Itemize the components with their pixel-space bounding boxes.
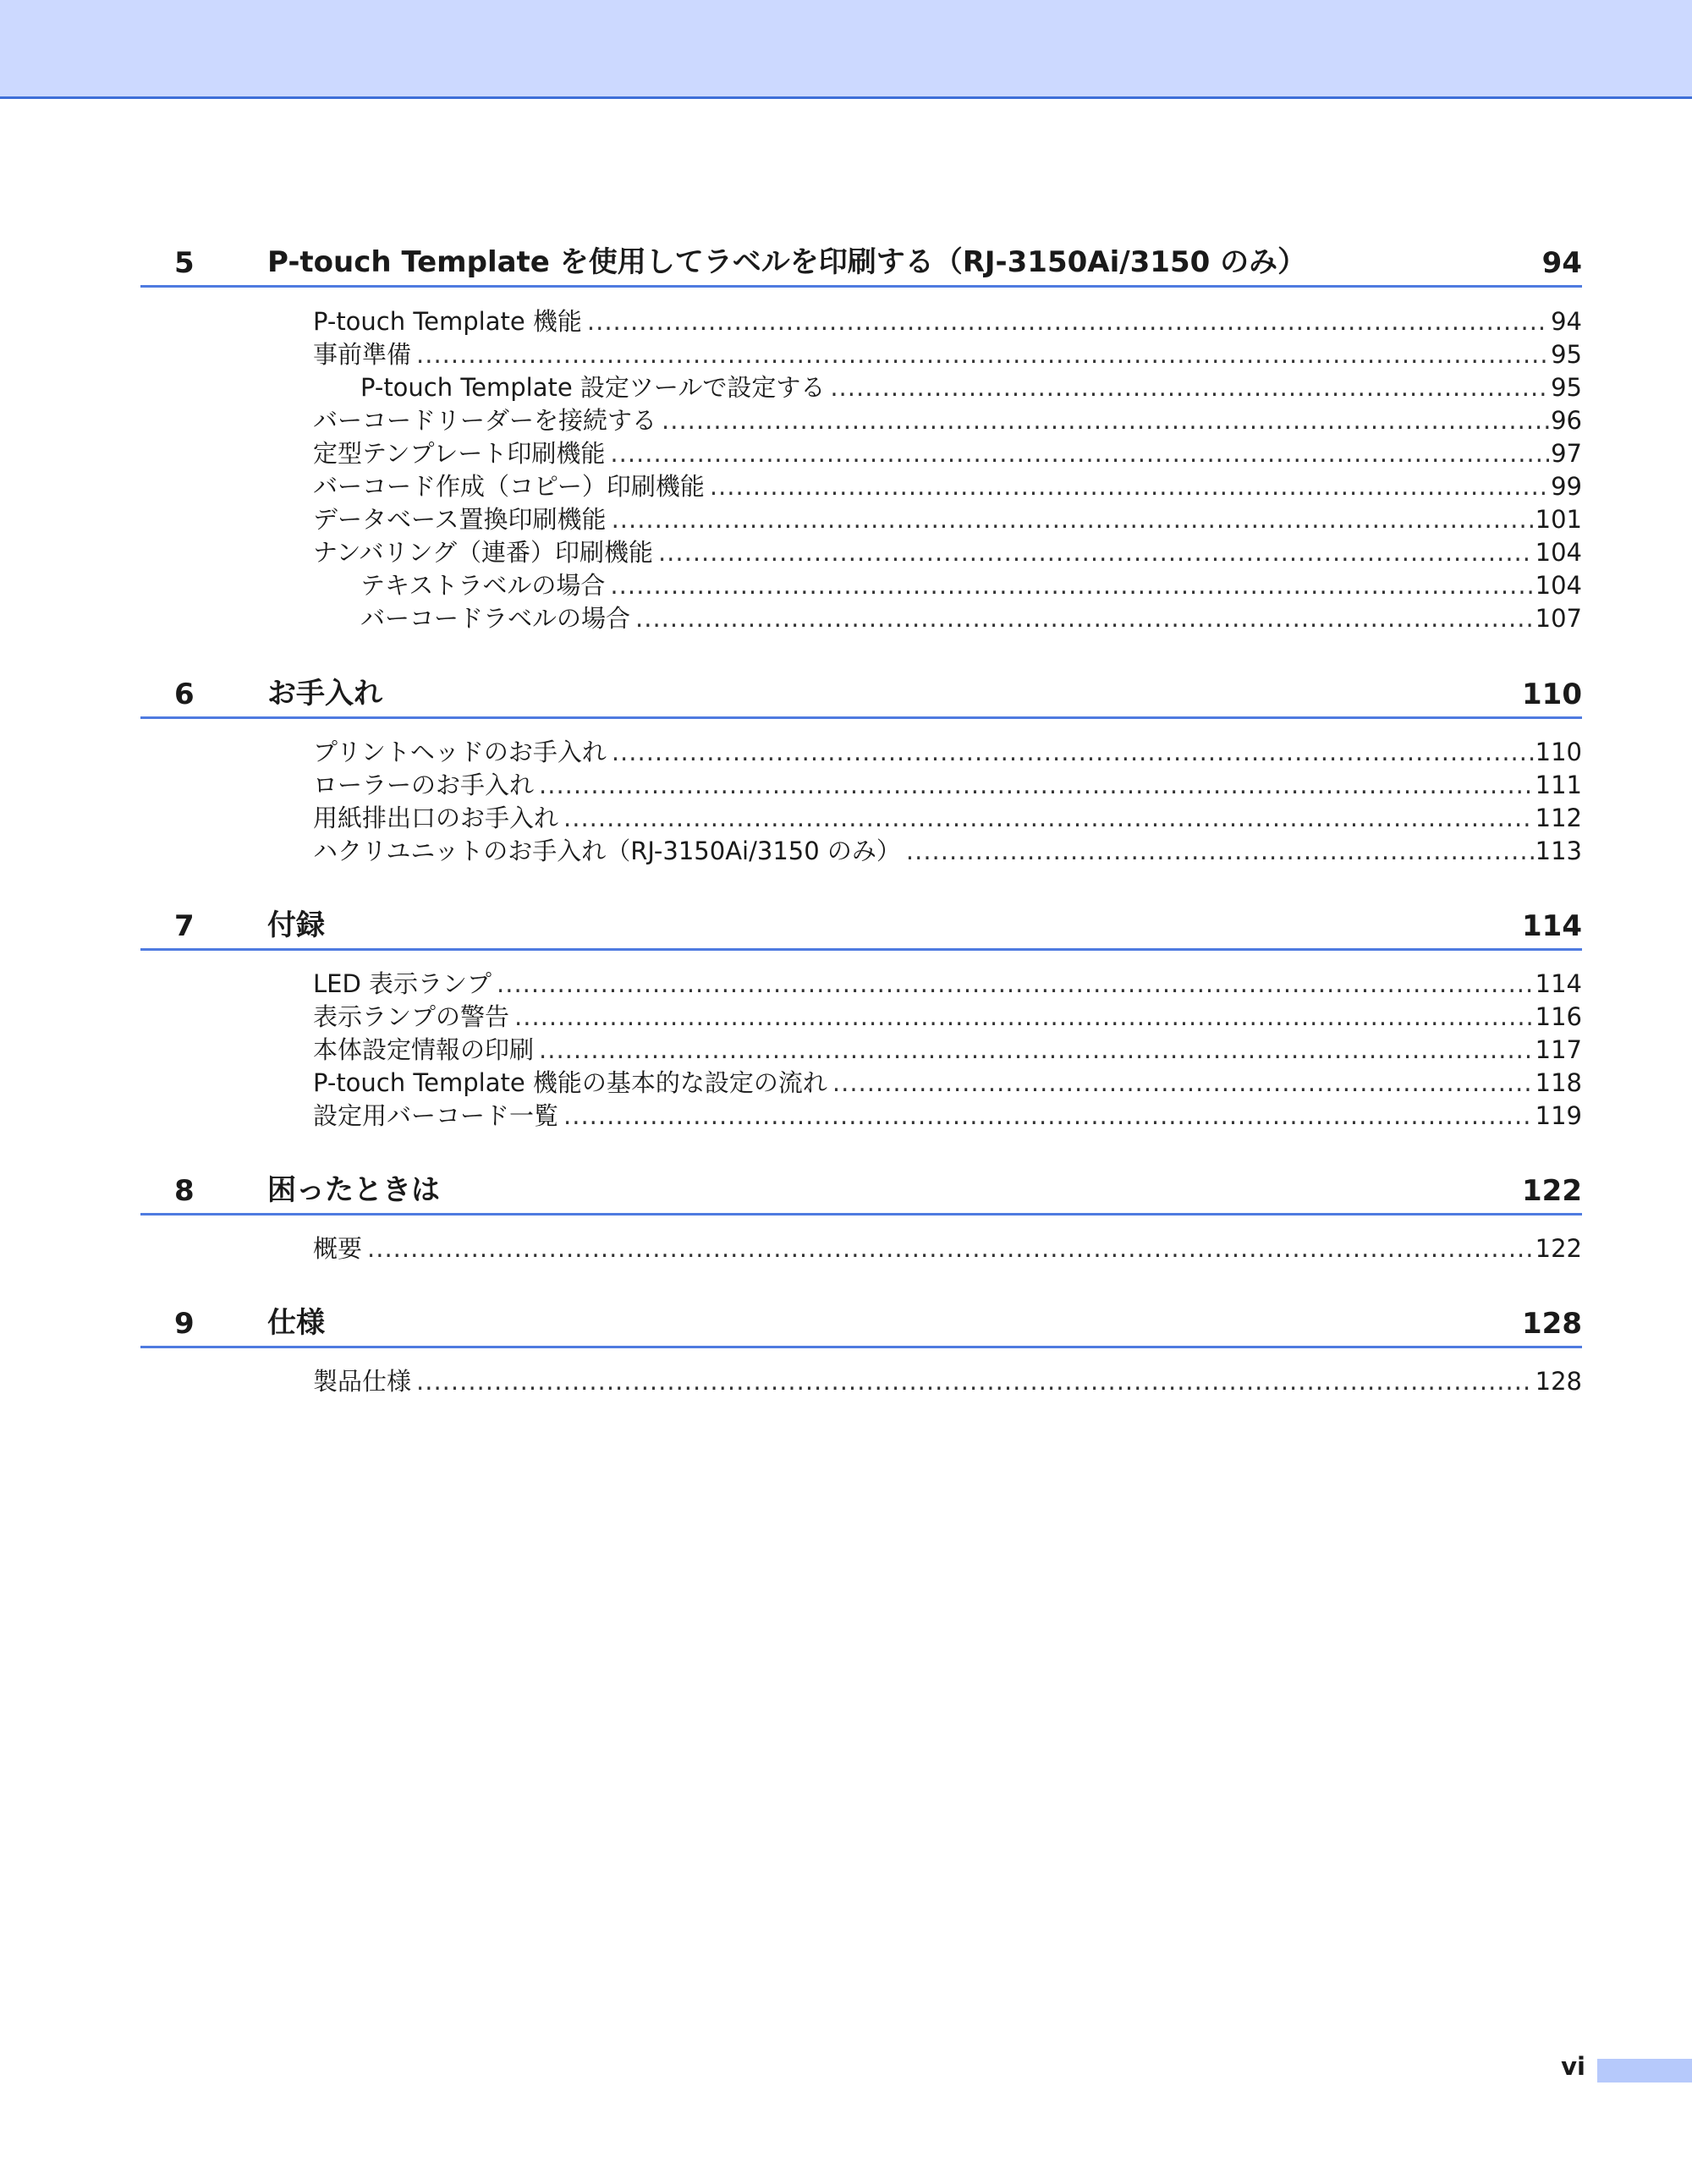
dot-leader: [610, 570, 1533, 601]
toc-entry-page: 118: [1535, 1068, 1582, 1097]
toc-entry-page: 104: [1535, 571, 1582, 600]
dot-leader: [539, 1034, 1534, 1065]
chapter-page-number: 114: [1522, 909, 1582, 943]
chapter-header[interactable]: [140, 668, 1582, 719]
toc-entry-label: ローラーのお手入れ: [313, 771, 535, 799]
toc-entry-page: 128: [1535, 1367, 1582, 1396]
toc-entry-label: ハクリユニットのお手入れ（RJ-3150Ai/3150 のみ）: [313, 837, 901, 865]
dot-leader: [416, 1366, 1534, 1397]
toc-entry[interactable]: [313, 438, 1582, 469]
chapter-page-number: 122: [1522, 1174, 1582, 1208]
toc-entry-label: 用紙排出口のお手入れ: [313, 804, 559, 832]
toc-entry-page: 116: [1535, 1002, 1582, 1031]
toc-entry-page: 117: [1535, 1035, 1582, 1064]
toc-entry[interactable]: [313, 471, 1582, 502]
toc-entry[interactable]: [313, 803, 1582, 833]
chapter-title: 仕様: [267, 1306, 325, 1340]
toc-entry[interactable]: [313, 339, 1582, 370]
dot-leader: [906, 836, 1534, 866]
dot-leader: [710, 471, 1549, 502]
toc-entry[interactable]: [313, 737, 1582, 767]
toc-entry-label: データベース置換印刷機能: [313, 505, 607, 534]
dot-leader: [830, 372, 1549, 403]
chapter-header[interactable]: [140, 1298, 1582, 1348]
dot-leader: [563, 803, 1534, 833]
toc-entry[interactable]: [313, 504, 1582, 535]
toc-entry-page: 112: [1535, 804, 1582, 832]
dot-leader: [514, 1001, 1534, 1032]
toc-entry[interactable]: [313, 1001, 1582, 1032]
chapter-title: 付録: [267, 908, 325, 942]
toc-entry-page: 96: [1551, 406, 1582, 435]
footer-page-number: vi: [1561, 2052, 1585, 2081]
dot-leader: [587, 306, 1549, 337]
dot-leader: [612, 504, 1534, 535]
chapter-number: 8: [174, 1174, 195, 1208]
toc-entry-page: 95: [1551, 373, 1582, 402]
dot-leader: [612, 737, 1534, 767]
toc-entry-label: 本体設定情報の印刷: [313, 1035, 535, 1064]
chapter-title: P-touch Template を使用してラベルを印刷する（RJ-3150Ai/3150 のみ）: [267, 245, 1307, 279]
toc-entry-label: ナンバリング（連番）印刷機能: [313, 538, 653, 567]
dot-leader: [662, 405, 1549, 436]
toc-entry-label: P-touch Template 設定ツールで設定する: [360, 373, 826, 402]
toc-entry-label: 事前準備: [313, 340, 412, 369]
dot-leader: [832, 1067, 1534, 1098]
footer-band: [1597, 2059, 1692, 2082]
chapter-page-number: 110: [1522, 678, 1582, 711]
chapter-page-number: 128: [1522, 1307, 1582, 1341]
toc-entry-label: P-touch Template 機能の基本的な設定の流れ: [313, 1068, 827, 1097]
toc-entry-page: 95: [1551, 340, 1582, 369]
toc-entry-label: LED 表示ランプ: [313, 969, 492, 998]
chapter-header[interactable]: [140, 1165, 1582, 1215]
chapter-header[interactable]: [140, 237, 1582, 288]
toc-entry[interactable]: [313, 1366, 1582, 1397]
toc-entry-page: 107: [1535, 604, 1582, 633]
toc-entry-page: 97: [1551, 439, 1582, 468]
chapter-number: 7: [174, 909, 195, 943]
toc-entry-page: 111: [1535, 771, 1582, 799]
chapter-page-number: 94: [1541, 246, 1582, 280]
toc-entry[interactable]: [313, 405, 1582, 436]
toc-entry[interactable]: [313, 770, 1582, 800]
toc-entry-label: 表示ランプの警告: [313, 1002, 510, 1031]
dot-leader: [658, 537, 1534, 568]
toc-subentry[interactable]: [360, 603, 1582, 634]
chapter-header[interactable]: [140, 900, 1582, 951]
dot-leader: [563, 1100, 1534, 1131]
toc-entry-label: プリントヘッドのお手入れ: [313, 738, 607, 766]
toc-entry-page: 94: [1551, 307, 1582, 336]
dot-leader: [367, 1233, 1534, 1264]
dot-leader: [416, 339, 1549, 370]
toc-entry[interactable]: [313, 1100, 1582, 1131]
chapter-number: 6: [174, 678, 195, 711]
toc-subentry[interactable]: [360, 570, 1582, 601]
toc-entry-page: 113: [1535, 837, 1582, 865]
toc-entry-page: 114: [1535, 969, 1582, 998]
dot-leader: [539, 770, 1534, 800]
toc-entry[interactable]: [313, 537, 1582, 568]
toc-subentry[interactable]: [360, 372, 1582, 403]
toc-entry-page: 104: [1535, 538, 1582, 567]
toc-entry-label: 設定用バーコード一覧: [313, 1101, 559, 1130]
dot-leader: [610, 438, 1549, 469]
toc-entry[interactable]: [313, 1233, 1582, 1264]
toc-entry-label: P-touch Template 機能: [313, 307, 582, 336]
dot-leader: [497, 969, 1534, 999]
toc-entry-label: バーコード作成（コピー）印刷機能: [313, 472, 705, 501]
chapter-number: 5: [174, 246, 195, 280]
toc-entry[interactable]: [313, 1034, 1582, 1065]
toc-entry-label: 製品仕様: [313, 1367, 412, 1396]
toc-entry-page: 99: [1551, 472, 1582, 501]
toc-entry[interactable]: [313, 306, 1582, 337]
toc-entry-label: 定型テンプレート印刷機能: [313, 439, 606, 468]
toc-entry[interactable]: [313, 836, 1582, 866]
toc-entry-label: 概要: [313, 1234, 363, 1263]
toc-entry-label: バーコードリーダーを接続する: [313, 406, 657, 435]
chapter-title: お手入れ: [267, 677, 382, 711]
toc-entry-page: 110: [1535, 738, 1582, 766]
toc-entry-label: バーコードラベルの場合: [360, 604, 631, 633]
toc-entry-page: 101: [1535, 505, 1582, 534]
chapter-number: 9: [174, 1307, 195, 1341]
toc-entry-label: テキストラベルの場合: [360, 571, 606, 600]
chapter-title: 困ったときは: [267, 1173, 440, 1207]
dot-leader: [635, 603, 1534, 634]
toc-entry-page: 122: [1535, 1234, 1582, 1263]
toc-entry-page: 119: [1535, 1101, 1582, 1130]
toc-entry[interactable]: [313, 969, 1582, 999]
toc-entry[interactable]: [313, 1067, 1582, 1098]
